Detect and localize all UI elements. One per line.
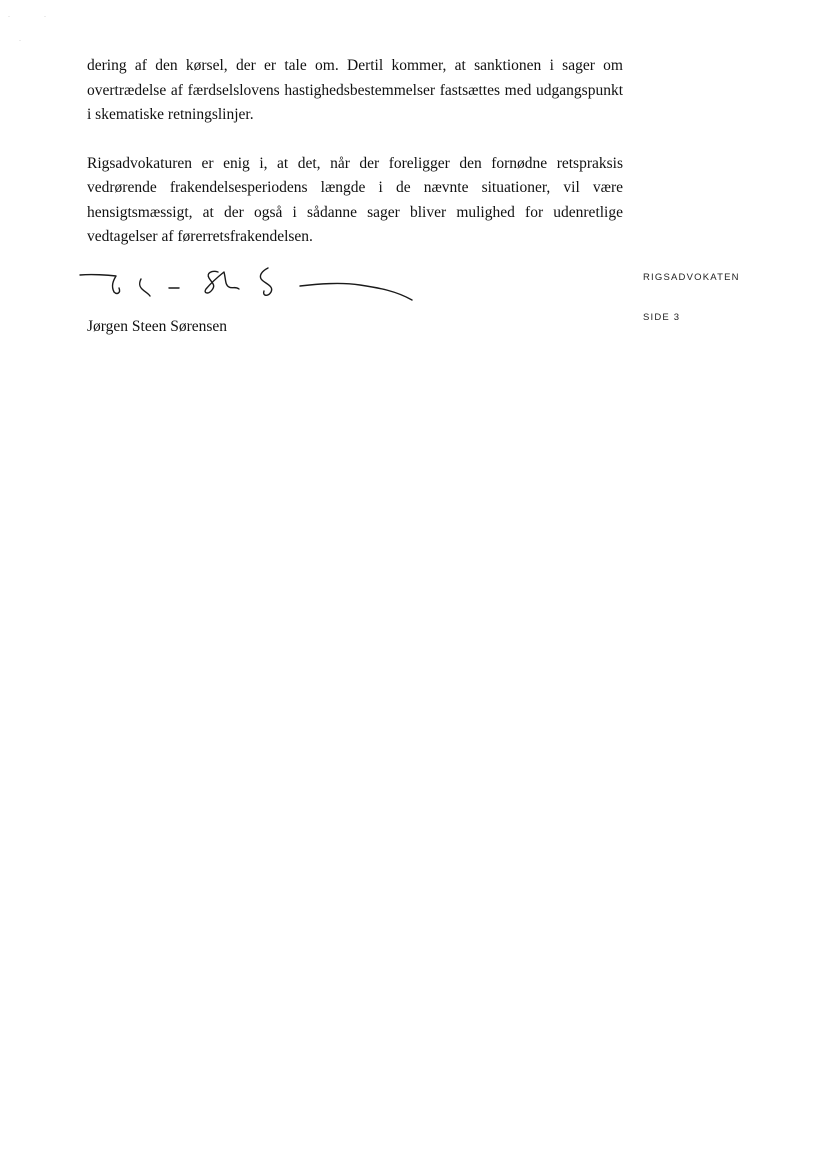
page-number-label: SIDE 3 [643,312,681,323]
paragraph: dering af den kørsel, der er tale om. Dertil kommer, at sanktionen i sager om overtrædelse af færdselslovens hastighedsbestemmelser fastsættes med udgangspunkt i skematiske retningslinjer. [87,57,623,123]
organization-label: RIGSADVOKATEN [643,272,740,283]
handwritten-signature [78,262,418,308]
scan-speck: · [44,14,46,20]
scan-speck: · [8,14,10,20]
scan-speck: · [19,38,21,44]
paragraph: Rigsadvokaturen er enig i, at det, når der foreligger den fornødne retspraksis vedrørende frakendelsesperiodens længde i de nævnte situationer, vil være hensigtsmæssigt, at der også i sådanne sager bliver mulighed for udenretlige vedtagelser af førerretsfrakendelsen. [87,154,623,245]
signer-name: Jørgen Steen Sørensen [87,318,228,335]
body-text [87,54,623,274]
